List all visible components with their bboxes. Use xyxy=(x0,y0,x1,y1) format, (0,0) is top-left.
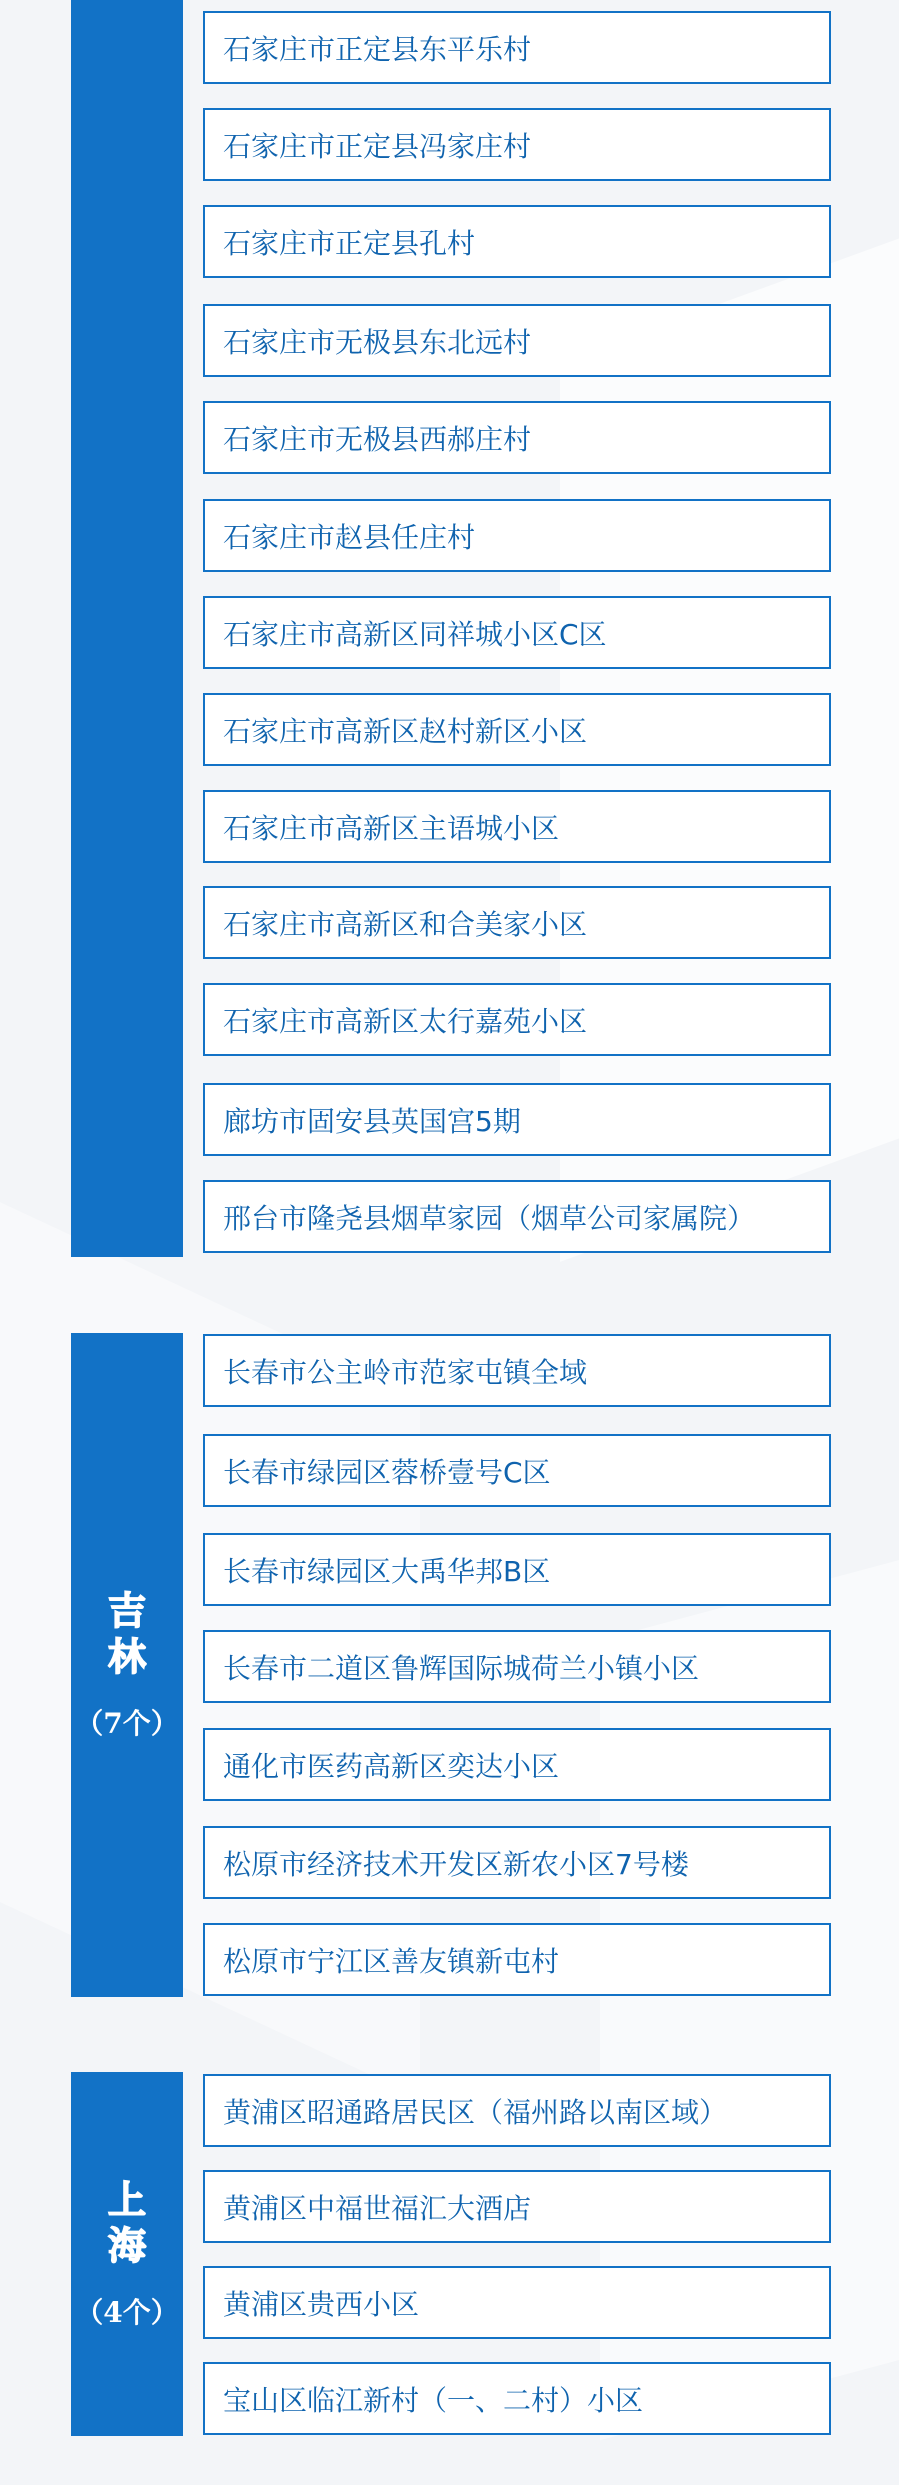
province-count: （4个） xyxy=(75,2296,179,2329)
location-item: 石家庄市赵县任庄村 xyxy=(203,499,831,572)
location-item: 石家庄市正定县东平乐村 xyxy=(203,11,831,84)
location-item: 长春市公主岭市范家屯镇全域 xyxy=(203,1334,831,1407)
location-item: 黄浦区贵西小区 xyxy=(203,2266,831,2339)
location-item: 石家庄市正定县孔村 xyxy=(203,205,831,278)
location-item: 石家庄市高新区太行嘉苑小区 xyxy=(203,983,831,1056)
location-item: 石家庄市无极县西郝庄村 xyxy=(203,401,831,474)
province-label-bar xyxy=(71,0,183,1257)
location-item: 石家庄市高新区主语城小区 xyxy=(203,790,831,863)
location-item: 长春市绿园区大禹华邦B区 xyxy=(203,1533,831,1606)
location-item: 黄浦区中福世福汇大酒店 xyxy=(203,2170,831,2243)
location-item: 通化市医药高新区奕达小区 xyxy=(203,1728,831,1801)
location-item: 长春市二道区鲁辉国际城荷兰小镇小区 xyxy=(203,1630,831,1703)
location-item: 长春市绿园区蓉桥壹号C区 xyxy=(203,1434,831,1507)
location-item: 宝山区临江新村（一、二村）小区 xyxy=(203,2362,831,2435)
location-item: 黄浦区昭通路居民区（福州路以南区域） xyxy=(203,2074,831,2147)
location-item: 石家庄市高新区同祥城小区C区 xyxy=(203,596,831,669)
location-item: 石家庄市高新区赵村新区小区 xyxy=(203,693,831,766)
location-item: 邢台市隆尧县烟草家园（烟草公司家属院） xyxy=(203,1180,831,1253)
location-item: 松原市宁江区善友镇新屯村 xyxy=(203,1923,831,1996)
province-label-bar xyxy=(71,2072,183,2436)
location-item: 松原市经济技术开发区新农小区7号楼 xyxy=(203,1826,831,1899)
province-count: （7个） xyxy=(75,1707,179,1740)
province-name: 吉林 xyxy=(107,1588,146,1679)
location-item: 石家庄市无极县东北远村 xyxy=(203,304,831,377)
location-item: 廊坊市固安县英国宫5期 xyxy=(203,1083,831,1156)
location-item: 石家庄市高新区和合美家小区 xyxy=(203,886,831,959)
province-label-bar xyxy=(71,1333,183,1997)
province-name: 上海 xyxy=(107,2177,146,2268)
location-item: 石家庄市正定县冯家庄村 xyxy=(203,108,831,181)
